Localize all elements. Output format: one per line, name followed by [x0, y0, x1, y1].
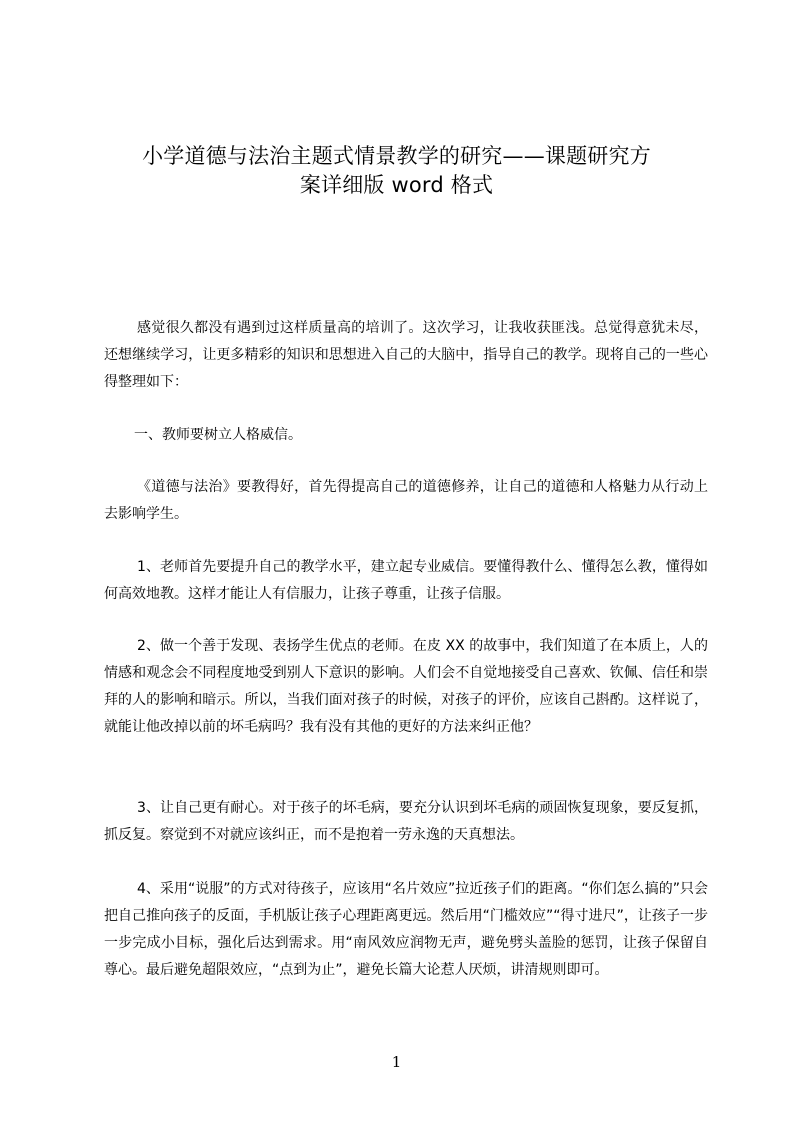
section-1-heading: 一、教师要树立人格威信。: [134, 427, 302, 443]
item-4-paragraph: 4、采用“说服”的方式对待孩子，应该用“名片效应”拉近孩子们的距离。“你们怎么搞的”只会把自己推向孩子的反面，手机版让孩子心理距离更远。然后用“门槛效应”“得寸进尺”，让孩子一步一步完成小目标，强化后达到需求。用“南风效应润物无声，避免劈头盖脸的惩罚，让孩子保留自尊心。最后避免超限效应，“点到为止”，避免长篇大论惹人厌烦，讲清规则即可。: [104, 881, 708, 978]
item-1-paragraph: 1、老师首先要提升自己的教学水平，建立起专业威信。要懂得教什么、懂得怎么教，懂得如何高效地教。这样才能让人有信服力，让孩子尊重，让孩子信服。: [104, 559, 708, 602]
title-line-2: 案详细版 word 格式: [299, 173, 494, 197]
item-2-paragraph: 2、做一个善于发现、表扬学生优点的老师。在皮 XX 的故事中，我们知道了在本质上，人的情感和观念会不同程度地受到别人下意识的影响。人们会不自觉地接受自己喜欢、钦佩、信任和崇拜的人的影响和暗示。所以，当我们面对孩子的时候，对孩子的评价，应该自己斟酌。这样说了，就能让他改掉以前的坏毛病吗？我有没有其他的更好的方法来纠正他？: [104, 638, 708, 735]
item-3-paragraph: 3、让自己更有耐心。对于孩子的坏毛病，要充分认识到坏毛病的顽固恢复现象，要反复抓，抓反复。察觉到不对就应该纠正，而不是抱着一劳永逸的天真想法。: [104, 800, 708, 843]
section-1-paragraph: 《道德与法治》要教得好，首先得提高自己的道德修养，让自己的道德和人格魅力从行动上去影响学生。: [104, 479, 708, 522]
document-title: [100, 142, 693, 200]
page-number: 1: [391, 1053, 402, 1071]
intro-paragraph: 感觉很久都没有遇到过这样质量高的培训了。这次学习，让我收获匪浅。总觉得意犹未尽，还想继续学习，让更多精彩的知识和思想进入自己的大脑中，指导自己的教学。现将自己的一些心得整理如下：: [104, 320, 708, 390]
title-line-1: 小学道德与法治主题式情景教学的研究——课题研究方: [142, 144, 651, 168]
